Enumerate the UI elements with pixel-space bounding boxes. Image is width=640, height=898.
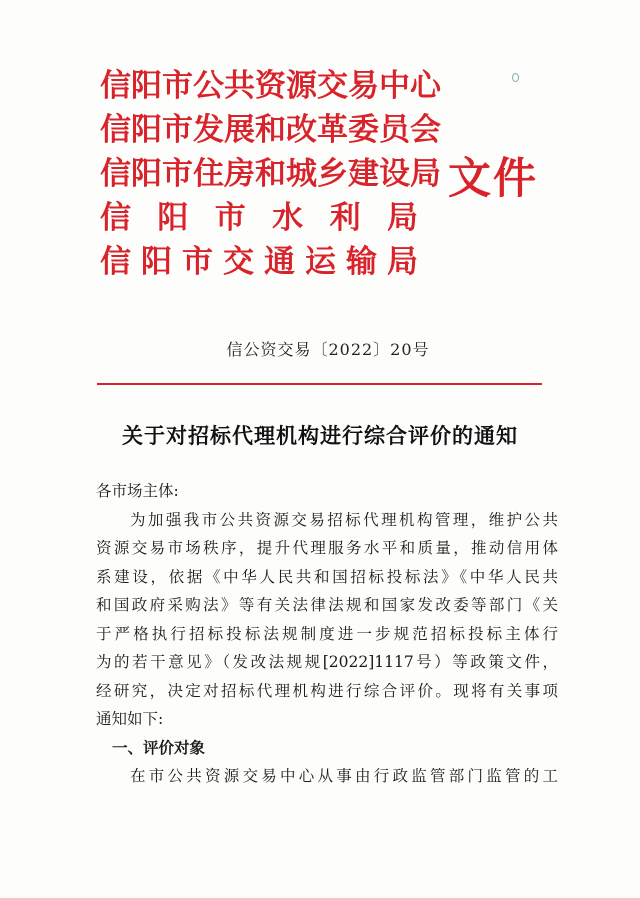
- issuer-char: 信: [100, 244, 131, 280]
- paragraph-line: 通知如下:: [96, 710, 164, 728]
- issuer-char: 市: [182, 244, 213, 280]
- document-type-label: 文件: [448, 154, 538, 204]
- issuer-1: 信阳市公共资源交易中心: [100, 68, 441, 104]
- scan-speck: [512, 73, 519, 82]
- paragraph-line: 经研究，决定对招标代理机构进行综合评价。现将有关事项: [96, 681, 558, 700]
- paragraph-line: 为加强我市公共资源交易招标代理机构管理，维护公共: [130, 510, 558, 529]
- issuer-4: [100, 196, 418, 240]
- issuer-char: 利: [329, 200, 361, 236]
- document-title: 关于对招标代理机构进行综合评价的通知: [122, 423, 518, 448]
- issuer-char: 输: [346, 244, 377, 280]
- section-body-line: 在市公共资源交易中心从事由行政监管部门监管的工: [130, 767, 558, 785]
- issuer-5: [100, 240, 418, 284]
- paragraph-line: 资源交易市场秩序，提升代理服务水平和质量，推动信用体: [96, 539, 558, 557]
- paragraph-line: 于严格执行招标投标法规制度进一步规范招标投标主体行: [96, 624, 558, 643]
- issuer-char: 阳: [141, 244, 172, 280]
- paragraph-line: 系建设，依据《中华人民共和国招标投标法》《中华人民共: [96, 567, 558, 586]
- salutation: 各市场主体:: [96, 482, 179, 500]
- issuer-char: 局: [387, 244, 418, 280]
- section-heading: 一、评价对象: [112, 738, 206, 757]
- red-divider-line: [97, 383, 542, 385]
- issuer-char: 水: [272, 200, 304, 236]
- paragraph-line: 为的若干意见》（发改法规规[2022]1117号）等政策文件，: [96, 653, 558, 671]
- issuer-block: [100, 64, 441, 284]
- issuer-char: 交: [223, 244, 254, 280]
- issuer-char: 信: [100, 200, 131, 236]
- issuer-2: 信阳市发展和改革委员会: [100, 112, 441, 148]
- document-number: 信公资交易〔2022〕20号: [226, 340, 430, 359]
- document-body: [96, 477, 558, 791]
- issuer-char: 运: [305, 244, 336, 280]
- issuer-char: 通: [264, 244, 295, 280]
- issuer-char: 阳: [157, 200, 189, 236]
- issuer-char: 局: [386, 200, 418, 236]
- issuer-3: 信阳市住房和城乡建设局: [100, 156, 441, 192]
- paragraph-line: 和国政府采购法》等有关法律法规和国家发改委等部门《关: [96, 596, 558, 614]
- issuer-char: 市: [214, 200, 246, 236]
